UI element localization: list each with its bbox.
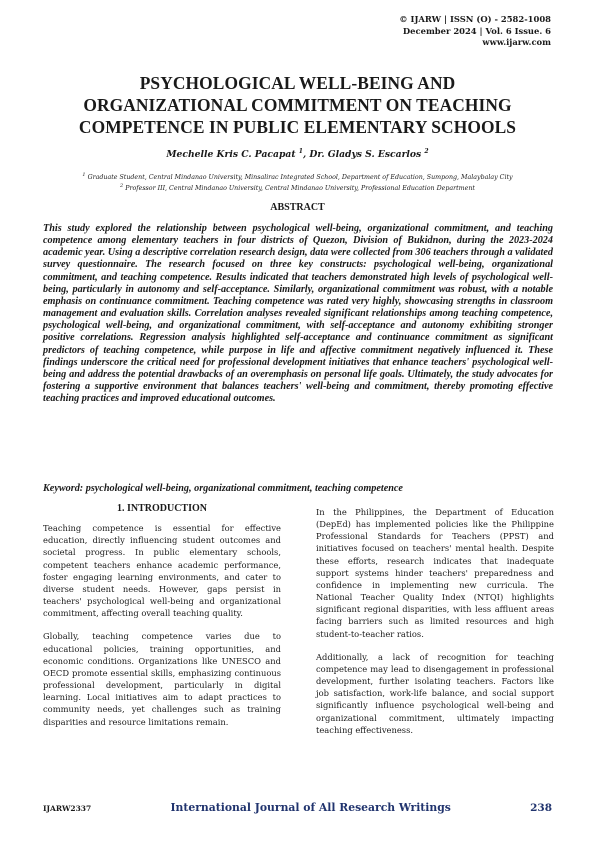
affiliation-1-text: Graduate Student, Central Mindanao University, Minsalirac Integrated School, Department of Education, Sumpong, Malaybalay City: [87, 174, 513, 182]
author-1: Mechelle Kris C. Pacapat: [166, 149, 296, 161]
intro-paragraph: In the Philippines, the Department of Education (DepEd) has implemented policies like the Philippine Professional Standards for Teachers (PPST) and initiatives focused on teachers' mental health. Despite these efforts, research indicates that inadequate support systems hinder teachers' preparedness and confidence in implementing new curricula. The National Teacher Quality Index (NTQI) highlights significant regional disparities, with less affluent areas facing barriers such as limited resources and high student-to-teacher ratios.: [316, 507, 554, 639]
intro-paragraph: Additionally, a lack of recognition for teaching competence may lead to disengagement in professional development, further isolating teachers. Factors like job satisfaction, work-life balance, and social support significantly influence psychological well-being and organizational commitment, ultimately impacting teaching effectiveness.: [316, 651, 554, 735]
introduction-heading: 1. INTRODUCTION: [116, 503, 207, 514]
footer-paper-code: IJARW2337: [43, 804, 92, 813]
author-1-mark: 1: [298, 148, 303, 155]
affiliation-1-mark: 1: [82, 172, 86, 178]
left-column: [43, 503, 281, 739]
issue-line: December 2024 | Vol. 6 Issue. 6: [402, 25, 551, 36]
journal-header: [399, 14, 551, 49]
page-number: 238: [530, 802, 552, 814]
author-separator: ,: [302, 149, 310, 161]
page-footer: [43, 801, 552, 814]
abstract-text: This study explored the relationship between psychological well-being, organizational commitment, and teaching competence among elementary teachers in four districts of Quezon, Division of Bukidnon, during the 2023-2024 academic year. Using a descriptive correlation research design, data were collected from 306 teachers through a validated survey questionnaire. The research focused on three key constructs: psychological well-being, organizational commitment, and teaching competence. Results indicated that teachers demonstrated high levels of psychological well-being, particularly in autonomy and self-acceptance. Similarly, organizational commitment was robust, with a notable emphasis on continuance commitment. Teaching competence was rated very highly, showcasing strengths in classroom management and evaluation skills. Correlation analyses revealed significant relationships among teaching competence, psychological well-being, and organizational commitment, with self-acceptance and autonomy exhibiting stronger positive correlations. Regression analysis highlighted self-acceptance and continuance commitment as significant predictors of teaching competence, while purpose in life and affective commitment negatively influenced it. These findings underscore the critical need for professional development initiatives that enhance teachers' psychological well-being and address the potential drawbacks of an overemphasis on personal life goals. Ultimately, the study advocates for fostering a supportive environment that balances teachers' well-being and commitment, thereby promoting effective teaching practices and improved educational outcomes.: [43, 223, 553, 405]
author-line: [40, 148, 555, 160]
paper-title: PSYCHOLOGICAL WELL-BEING AND ORGANIZATIONAL COMMITMENT ON TEACHING COMPETENCE IN PUBLIC ELEMENTARY SCHOOLS: [78, 73, 517, 137]
issn-line: © IJARW | ISSN (O) - 2582-1008: [399, 14, 551, 24]
website-line: www.ijarw.com: [482, 37, 551, 47]
keywords: Keyword: psychological well-being, organizational commitment, teaching competence: [43, 483, 403, 494]
affiliation-2-mark: 2: [120, 183, 124, 189]
footer-journal-name: International Journal of All Research Writings: [170, 801, 451, 814]
author-2-mark: 2: [424, 148, 429, 155]
intro-paragraph: Teaching competence is essential for effective education, directly influencing student outcomes and societal progress. In public elementary schools, competent teachers enhance academic performance, foster engaging learning environments, and cater to diverse student needs. However, gaps persist in teachers' psychological well-being and organizational commitment, affecting overall teaching quality.: [43, 523, 281, 619]
intro-paragraph: Globally, teaching competence varies due to educational policies, training opportunities, and economic conditions. Organizations like UNESCO and OECD promote essential skills, emphasizing continuous professional development, particularly in digital learning. Local initiatives aim to adapt practices to community needs, yet challenges such as training disparities and resource limitations remain.: [43, 631, 281, 727]
author-2: Dr. Gladys S. Escarlos: [309, 149, 422, 161]
affiliation-2: [30, 181, 565, 194]
right-column: [316, 506, 554, 747]
abstract-heading: ABSTRACT: [270, 202, 325, 213]
affiliation-2-text: Professor III, Central Mindanao University, Central Mindanao University, Professional Education Department: [125, 185, 475, 193]
